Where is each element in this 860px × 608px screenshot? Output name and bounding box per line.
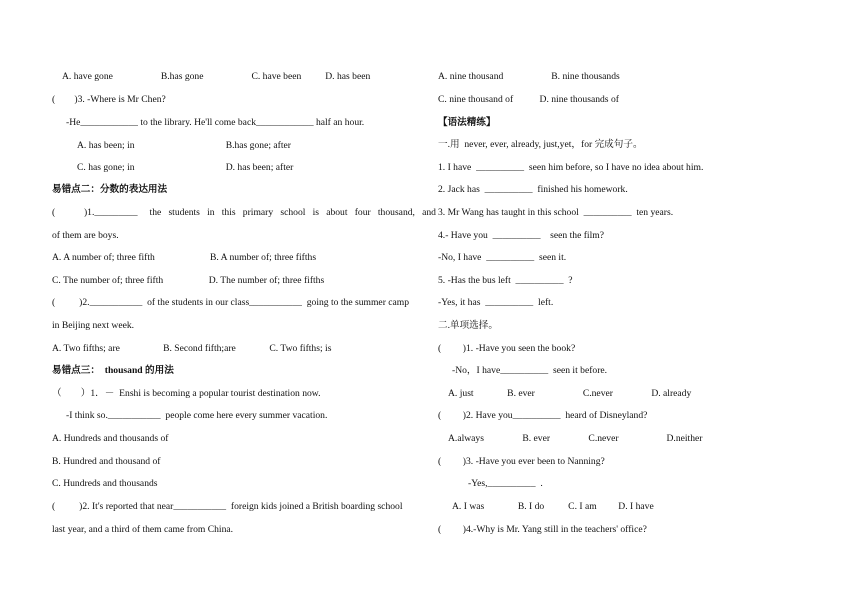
question-line: -I think so.___________ people come here every summer vacation.: [66, 410, 328, 421]
options-line: A. Two fifths; are B. Second fifth;are C. Two fifths; is: [52, 343, 332, 354]
question-line: of them are boys.: [52, 230, 119, 241]
options-line: C. has gone; in D. has been; after: [77, 162, 294, 173]
options-line: C. The number of; three fifth D. The number of; three fifths: [52, 275, 325, 286]
question-line: -No, I have __________ seen it.: [438, 252, 567, 263]
options-line: A. has been; in B.has gone; after: [77, 140, 291, 151]
question-line: ( )4.-Why is Mr. Yang still in the teachers' office?: [438, 524, 647, 535]
question-line: ( )3. -Have you ever been to Nanning?: [438, 456, 605, 467]
section-heading: 易错点二：分数的表达用法: [52, 184, 168, 195]
section-heading: 【语法精练】: [438, 117, 496, 128]
right-column: [430, 0, 860, 608]
question-line: 1. I have __________ seen him before, so I have no idea about him.: [438, 162, 704, 173]
options-line: A. nine thousand B. nine thousands: [438, 71, 620, 82]
question-line: ( )2. It's reported that near___________ foreign kids joined a British boarding school: [52, 501, 403, 512]
question-line: -He____________ to the library. He'll come back____________ half an hour.: [66, 117, 365, 128]
question-line: ( )2. Have you__________ heard of Disneyland?: [438, 410, 648, 421]
instruction-line: 二.单项选择。: [438, 320, 498, 331]
instruction-line: 一.用 never, ever, already, just,yet，for 完成句子。: [438, 139, 643, 150]
options-line: A. I was B. I do C. I am D. I have: [452, 501, 654, 512]
question-line: 4.- Have you __________ seen the film?: [438, 230, 604, 241]
question-line: ( )1._________ the students in this primary school is about four thousand, and: [52, 207, 436, 218]
question-line: ( )1. -Have you seen the book?: [438, 343, 576, 354]
question-line: -Yes,__________ .: [468, 478, 543, 489]
options-line: A. just B. ever C.never D. already: [448, 388, 692, 399]
question-line: 3. Mr Wang has taught in this school __________ ten years.: [438, 207, 674, 218]
options-line: A. have gone B.has gone C. have been D. has been: [62, 71, 371, 82]
options-line: A.always B. ever C.never D.neither: [448, 433, 703, 444]
question-line: 5. -Has the bus left __________ ?: [438, 275, 573, 286]
options-line: C. Hundreds and thousands: [52, 478, 158, 489]
question-line: last year, and a third of them came from China.: [52, 524, 234, 535]
options-line: A. A number of; three fifth B. A number of; three fifths: [52, 252, 317, 263]
options-line: C. nine thousand of D. nine thousands of: [438, 94, 619, 105]
section-heading: 易错点三： thousand 的用法: [52, 365, 174, 376]
question-line: -Yes, it has __________ left.: [438, 297, 554, 308]
options-line: B. Hundred and thousand of: [52, 456, 161, 467]
question-line: ( )2.___________ of the students in our class___________ going to the summer camp: [52, 297, 410, 308]
options-line: A. Hundreds and thousands of: [52, 433, 169, 444]
question-line: -No，I have__________ seen it before.: [452, 365, 608, 376]
question-line: （ ）1．－ Enshi is becoming a popular tourist destination now.: [52, 388, 321, 399]
question-line: 2. Jack has __________ finished his homework.: [438, 184, 628, 195]
question-line: ( )3. -Where is Mr Chen?: [52, 94, 166, 105]
question-line: in Beijing next week.: [52, 320, 135, 331]
